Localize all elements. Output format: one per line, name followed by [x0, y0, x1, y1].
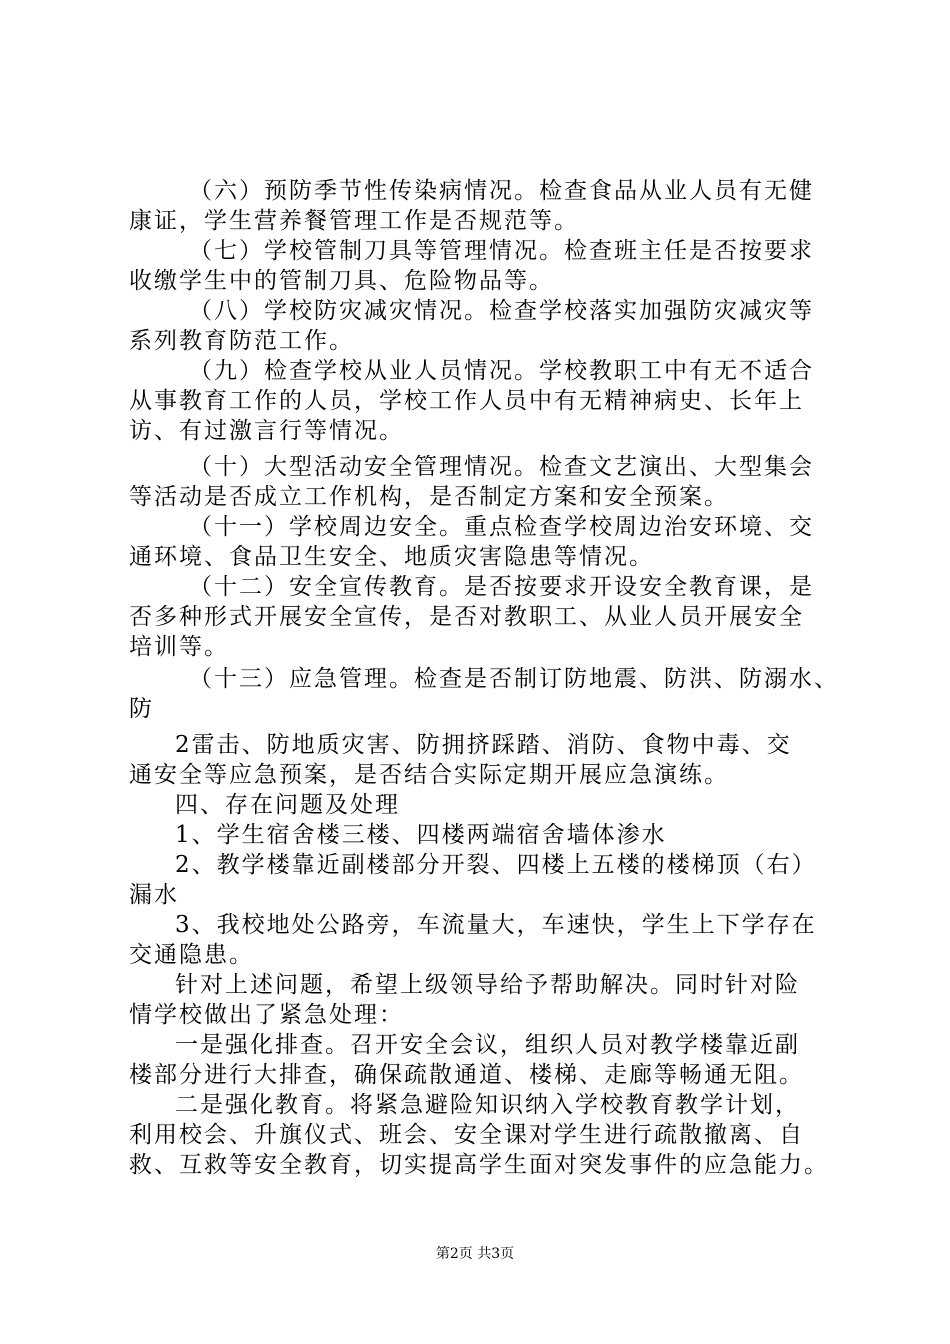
- text-line: 情学校做出了紧急处理：: [129, 1002, 404, 1028]
- text-line: 利用校会、升旗仪式、班会、安全课对学生进行疏散撤离、自: [129, 1122, 804, 1148]
- text-line: （八）学校防灾减灾情况。检查学校落实加强防灾减灾等: [189, 298, 814, 324]
- text-line: 防: [129, 696, 154, 722]
- list-item: 2、教学楼靠近副楼部分开裂、四楼上五楼的楼梯顶（右）: [175, 852, 817, 878]
- text-line: （十）大型活动安全管理情况。检查文艺演出、大型集会: [189, 454, 814, 480]
- text-line: 针对上述问题，希望上级领导给予帮助解决。同时针对险: [175, 972, 800, 998]
- text-line: 通环境、食品卫生安全、地质灾害隐患等情况。: [129, 544, 654, 570]
- list-item: 3、我校地处公路旁，车流量大，车速快，学生上下学存在: [175, 912, 817, 938]
- text-line: （七）学校管制刀具等管理情况。检查班主任是否按要求: [189, 238, 814, 264]
- section-heading: 四、存在问题及处理: [175, 792, 400, 818]
- text-line: 收缴学生中的管制刀具、危险物品等。: [129, 268, 554, 294]
- text-line: 救、互救等安全教育，切实提高学生面对突发事件的应急能力。: [129, 1152, 829, 1178]
- text-line: 楼部分进行大排查，确保疏散通道、楼梯、走廊等畅通无阻。: [129, 1062, 804, 1088]
- text-line: （十二）安全宣传教育。是否按要求开设安全教育课，是: [189, 574, 814, 600]
- text-line: 培训等。: [129, 634, 229, 660]
- text-line: 系列教育防范工作。: [129, 328, 354, 354]
- text-line: 2雷击、防地质灾害、防拥挤踩踏、消防、食物中毒、交: [175, 732, 792, 758]
- text-line: （十一）学校周边安全。重点检查学校周边治安环境、交: [189, 514, 814, 540]
- text-line: 从事教育工作的人员，学校工作人员中有无精神病史、长年上: [129, 388, 804, 414]
- page-number-footer: 第2页 共3页: [435, 1246, 515, 1262]
- text-line: 康证，学生营养餐管理工作是否规范等。: [129, 208, 579, 234]
- list-item: 1、学生宿舍楼三楼、四楼两端宿舍墙体渗水: [175, 822, 667, 848]
- text-line: （六）预防季节性传染病情况。检查食品从业人员有无健: [189, 178, 814, 204]
- text-line: 否多种形式开展安全宣传，是否对教职工、从业人员开展安全: [129, 604, 804, 630]
- text-line: （十三）应急管理。检查是否制订防地震、防洪、防溺水、: [189, 666, 839, 692]
- text-line: 二是强化教育。将紧急避险知识纳入学校教育教学计划，: [175, 1092, 800, 1118]
- text-line: 等活动是否成立工作机构，是否制定方案和安全预案。: [129, 484, 729, 510]
- text-line: 漏水: [129, 882, 179, 908]
- text-line: 通安全等应急预案，是否结合实际定期开展应急演练。: [129, 762, 729, 788]
- text-line: 访、有过激言行等情况。: [129, 418, 404, 444]
- text-line: 交通隐患。: [129, 942, 254, 968]
- text-line: （九）检查学校从业人员情况。学校教职工中有无不适合: [189, 358, 814, 384]
- text-line: 一是强化排查。召开安全会议，组织人员对教学楼靠近副: [175, 1032, 800, 1058]
